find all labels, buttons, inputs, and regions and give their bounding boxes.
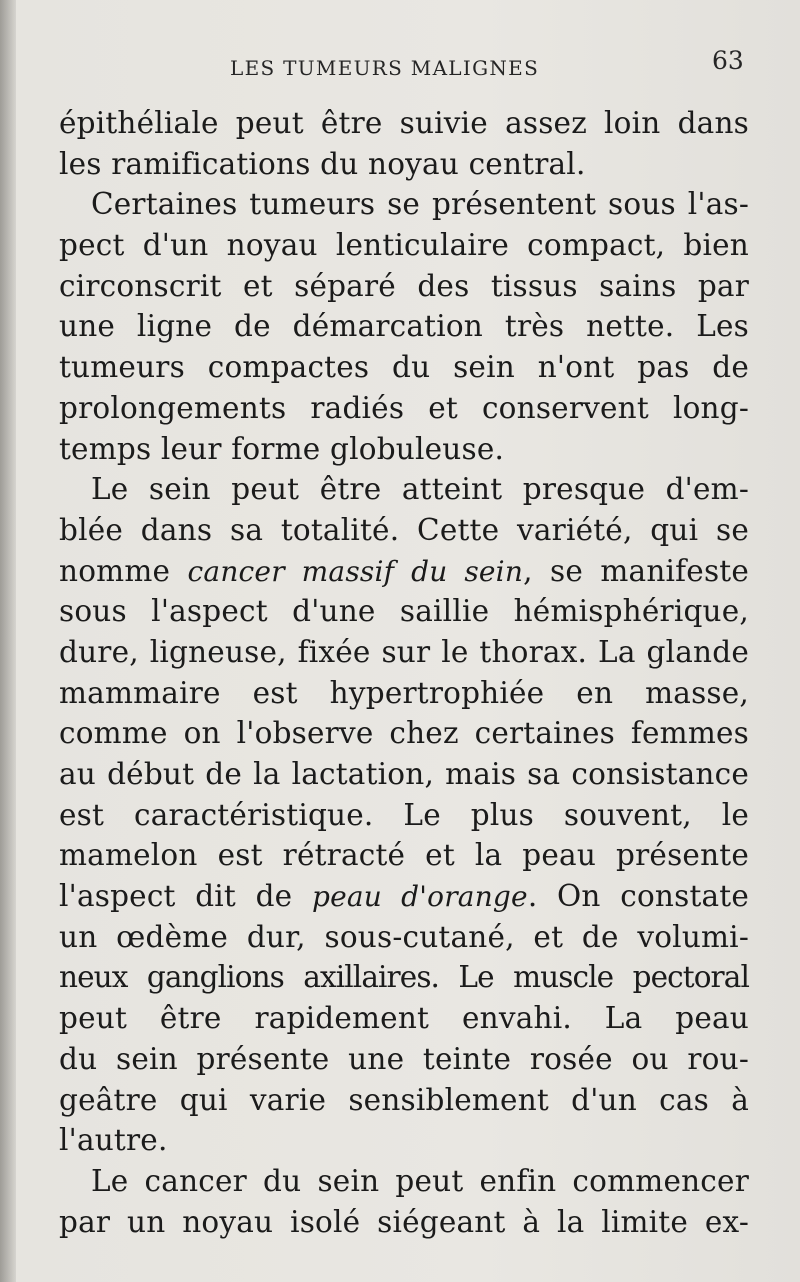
text-line: l'autre. <box>59 1123 168 1158</box>
text-line: tumeurs compactes du sein n'ont pas de <box>59 350 749 385</box>
paragraph-first-line: Certaines tumeurs se présentent sous l'as- <box>91 187 749 222</box>
paragraph-first-line: Le cancer du sein peut enfin commencer <box>91 1163 749 1198</box>
text-line: dure, ligneuse, fixée sur le thorax. La glande <box>59 634 749 669</box>
text-line: peut être rapidement envahi. La peau <box>59 1001 749 1036</box>
paragraph-first-line: Le sein peut être atteint presque d'em- <box>91 472 749 507</box>
text-line: blée dans sa totalité. Cette variété, qui se <box>59 512 749 547</box>
text-line: du sein présente une teinte rosée ou rou- <box>59 1041 749 1076</box>
italic-term: cancer massif du sein <box>187 554 524 588</box>
text-line: les ramifications du noyau central. <box>59 146 586 181</box>
text-line: par un noyau isolé siégeant à la limite ex- <box>59 1204 749 1239</box>
text-line: neux ganglions axillaires. Le muscle pectoral <box>59 960 749 995</box>
text-line: une ligne de démarcation très nette. Les <box>59 309 749 344</box>
page-number: 63 <box>712 46 744 75</box>
page-gutter-shadow <box>0 0 16 1282</box>
text-line: comme on l'observe chez certaines femmes <box>59 716 749 751</box>
body-text <box>59 103 749 1242</box>
running-title: LES TUMEURS MALIGNES <box>230 56 540 80</box>
text-line: mamelon est rétracté et la peau présente <box>59 838 749 873</box>
text-line: temps leur forme globuleuse. <box>59 431 505 466</box>
text-line: geâtre qui varie sensiblement d'un cas à <box>59 1082 749 1117</box>
text-segment: , se manifeste <box>523 553 749 588</box>
text-line: mammaire est hypertrophiée en masse, <box>59 675 749 710</box>
italic-term: peau d'orange <box>311 880 528 914</box>
text-line: au début de la lactation, mais sa consistance <box>59 757 749 791</box>
text-line: sous l'aspect d'une saillie hémisphérique, <box>59 594 749 629</box>
text-line: est caractéristique. Le plus souvent, le <box>59 797 749 832</box>
text-line: circonscrit et séparé des tissus sains par <box>59 268 749 303</box>
page-header <box>0 44 800 84</box>
text-segment: . On constate <box>527 879 750 914</box>
text-line-with-italic <box>59 876 749 917</box>
text-line: épithéliale peut être suivie assez loin dans <box>59 106 749 140</box>
text-segment: l'aspect dit de <box>59 879 312 914</box>
text-segment: nomme <box>59 553 188 588</box>
text-line-with-italic <box>59 551 749 592</box>
text-line: prolongements radiés et conservent long- <box>59 390 749 425</box>
text-line: un œdème dur, sous-cutané, et de volumi- <box>59 919 749 954</box>
text-line: pect d'un noyau lenticulaire compact, bien <box>59 228 749 263</box>
